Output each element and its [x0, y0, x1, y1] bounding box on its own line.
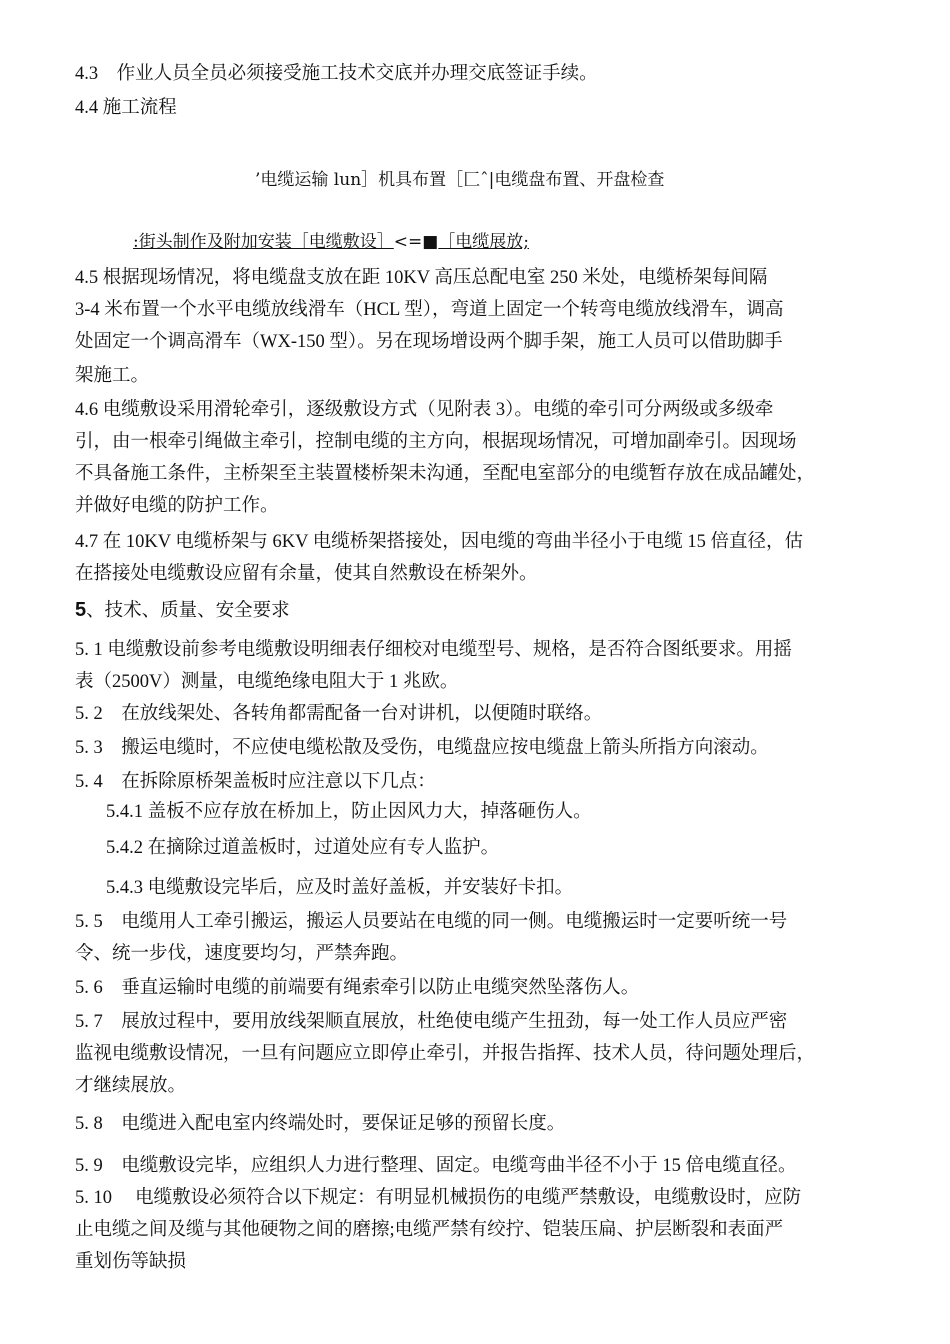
- para-5-6: 5. 6 垂直运输时电缆的前端要有绳索牵引以防止电缆突然坠落伤人。: [75, 978, 640, 998]
- para-5-10-line: 止电缆之间及缆与其他硬物之间的磨擦;电缆严禁有绞拧、铠装压扁、护层断裂和表面严: [75, 1220, 784, 1240]
- flowchart-step-joint-laying: :街头制作及附加安装［电缆敷设］: [133, 232, 394, 252]
- para-5-1-line: 表（2500V）测量，电缆绝缘电阻大于 1 兆欧。: [75, 672, 459, 692]
- para-4-7-line: 4.7 在 10KV 电缆桥架与 6KV 电缆桥架搭接处，因电缆的弯曲半径小于电缆 15 倍直径，估: [75, 532, 804, 552]
- para-4-6-line: 并做好电缆的防护工作。: [75, 496, 279, 516]
- para-4-5-line: 4.5 根据现场情况，将电缆盘支放在距 10KV 高压总配电室 250 米处，电缆桥架每间隔: [75, 268, 768, 288]
- flowchart-step-unroll: ［电缆展放;: [438, 232, 530, 252]
- para-5-5-line: 令、统一步伐，速度要均匀，严禁奔跑。: [75, 944, 409, 964]
- para-5-9: 5. 9 电缆敷设完毕，应组织人力进行整理、固定。电缆弯曲半径不小于 15 倍电缆直径。: [75, 1156, 797, 1176]
- para-5-7-line: 5. 7 展放过程中，要用放线架顺直展放，杜绝使电缆产生扭劲，每一处工作人员应严密: [75, 1012, 788, 1032]
- para-4-5-line: 3-4 米布置一个水平电缆放线滑车（HCL 型），弯道上固定一个转弯电缆放线滑车，调高: [75, 300, 784, 320]
- para-5-4: 5. 4 在拆除原桥架盖板时应注意以下几点：: [75, 772, 436, 792]
- para-5-7-line: 才继续展放。: [75, 1076, 187, 1096]
- para-4-6-line: 引，由一根牵引绳做主牵引，控制电缆的主方向，根据现场情况，可增加副牵引。因现场: [75, 432, 797, 452]
- para-5-2: 5. 2 在放线架处、各转角都需配备一台对讲机，以便随时联络。: [75, 704, 603, 724]
- para-4-6-line: 不具备施工条件，主桥架至主装置楼桥架未沟通，至配电室部分的电缆暂存放在成品罐处，: [75, 464, 816, 484]
- flowchart-arrow: <=■: [393, 232, 439, 252]
- para-5-1-line: 5. 1 电缆敷设前参考电缆敷设明细表仔细校对电缆型号、规格，是否符合图纸要求。用摇: [75, 640, 792, 660]
- para-5-4-3: 5.4.3 电缆敷设完毕后，应及时盖好盖板，并安装好卡扣。: [106, 878, 574, 898]
- flowchart-top-row: ’电缆运输 lun］机具布置［匚ˆ|电缆盘布置、开盘检查: [255, 170, 665, 190]
- para-5-3: 5. 3 搬运电缆时，不应使电缆松散及受伤，电缆盘应按电缆盘上箭头所指方向滚动。: [75, 738, 769, 758]
- heading-4-4: 4.4 施工流程: [75, 98, 177, 118]
- section-5-number: 5: [75, 599, 87, 621]
- para-4-5-line: 处固定一个调高滑车（WX-150 型）。另在现场增设两个脚手架，施工人员可以借助脚手: [75, 332, 783, 352]
- para-5-4-1: 5.4.1 盖板不应存放在桥加上，防止因风力大，掉落砸伤人。: [106, 802, 592, 822]
- flowchart-bottom-row: [133, 230, 529, 254]
- para-5-5-line: 5. 5 电缆用人工牵引搬运，搬运人员要站在电缆的同一侧。电缆搬运时一定要听统一号: [75, 912, 788, 932]
- section-5-title: 、技术、质量、安全要求: [86, 600, 290, 621]
- para-5-10-line: 重划伤等缺损: [75, 1252, 187, 1272]
- section-5-heading: [75, 598, 290, 623]
- para-4-5-line: 架施工。: [75, 366, 150, 386]
- para-5-4-2: 5.4.2 在摘除过道盖板时，过道处应有专人监护。: [106, 838, 500, 858]
- para-4-3: 4.3 作业人员全员必须接受施工技术交底并办理交底签证手续。: [75, 64, 598, 84]
- para-5-8: 5. 8 电缆进入配电室内终端处时，要保证足够的预留长度。: [75, 1114, 566, 1134]
- para-5-10-line: 5. 10 电缆敷设必须符合以下规定：有明显机械损伤的电缆严禁敷设，电缆敷设时，应防: [75, 1188, 802, 1208]
- para-4-7-line: 在搭接处电缆敷设应留有余量，使其自然敷设在桥架外。: [75, 564, 538, 584]
- para-5-7-line: 监视电缆敷设情况，一旦有问题应立即停止牵引，并报告指挥、技术人员，待问题处理后，: [75, 1044, 816, 1064]
- para-4-6-line: 4.6 电缆敷设采用滑轮牵引，逐级敷设方式（见附表 3）。电缆的牵引可分两级或多级牵: [75, 400, 774, 420]
